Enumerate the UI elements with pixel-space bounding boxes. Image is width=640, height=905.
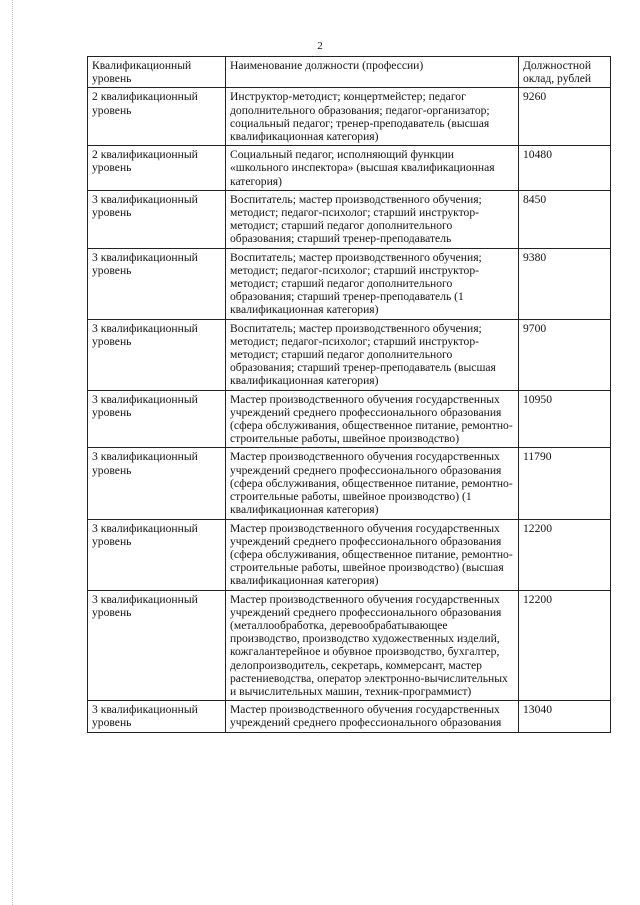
position-cell: Воспитатель; мастер производственного обучения; методист; педагог-психолог; старший инструктор-методист; старший педагог дополнительного образования; старший тренер-преподаватель (высшая квалификационная категория): [226, 319, 519, 390]
scan-edge-line: [12, 0, 13, 905]
salary-cell: 9380: [519, 248, 611, 319]
table-row: [88, 88, 611, 146]
position-cell: Мастер производственного обучения государственных учреждений среднего профессионального образования (сфера обслуживания, общественное питание, ремонтно-строительные работы, швейное производство) (1 квалификационная категория): [226, 448, 519, 519]
position-cell: Воспитатель; мастер производственного обучения; методист; педагог-психолог; старший инструктор-методист; старший педагог дополнительного образования; старший тренер-преподаватель (1 квалификационная категория): [226, 248, 519, 319]
salary-cell: 10480: [519, 146, 611, 191]
level-cell: 3 квалификационный уровень: [88, 519, 226, 590]
salary-cell: 8450: [519, 190, 611, 248]
salary-table: [87, 56, 611, 733]
table-row: [88, 248, 611, 319]
page-number: 2: [317, 40, 323, 52]
position-cell: Инструктор-методист; концертмейстер; педагог дополнительного образования; педагог-организатор; социальный педагог; тренер-преподаватель (высшая квалификационная категория): [226, 88, 519, 146]
level-cell: 2 квалификационный уровень: [88, 88, 226, 146]
table-row: [88, 146, 611, 191]
salary-cell: 9260: [519, 88, 611, 146]
salary-cell: 12200: [519, 519, 611, 590]
table-row: [88, 590, 611, 701]
position-cell: Социальный педагог, исполняющий функции «школьного инспектора» (высшая квалификационная категория): [226, 146, 519, 191]
position-cell: Мастер производственного обучения государственных учреждений среднего профессионального образования: [226, 701, 519, 732]
table-row: [88, 519, 611, 590]
header-salary: Должностной оклад, рублей: [519, 57, 611, 88]
table-row: [88, 448, 611, 519]
salary-cell: 13040: [519, 701, 611, 732]
level-cell: 3 квалификационный уровень: [88, 448, 226, 519]
salary-cell: 10950: [519, 390, 611, 448]
salary-cell: 12200: [519, 590, 611, 701]
table-row: [88, 390, 611, 448]
level-cell: 3 квалификационный уровень: [88, 701, 226, 732]
header-level: Квалификационный уровень: [88, 57, 226, 88]
level-cell: 3 квалификационный уровень: [88, 590, 226, 701]
table-row: [88, 190, 611, 248]
level-cell: 3 квалификационный уровень: [88, 190, 226, 248]
position-cell: Мастер производственного обучения государственных учреждений среднего профессионального образования (металлообработка, деревообрабатывающее производство, производство художественных изделий, кожгалантерейное и обувное производство, бухгалтер, делопроизводитель, секретарь, коммерсант, мастер растениеводства, оператор электронно-вычислительных и вычислительных машин, техник-программист): [226, 590, 519, 701]
salary-cell: 11790: [519, 448, 611, 519]
table-header-row: [88, 57, 611, 88]
table-row: [88, 701, 611, 732]
table-row: [88, 319, 611, 390]
level-cell: 3 квалификационный уровень: [88, 390, 226, 448]
position-cell: Мастер производственного обучения государственных учреждений среднего профессионального образования (сфера обслуживания, общественное питание, ремонтно-строительные работы, швейное производство): [226, 390, 519, 448]
position-cell: Мастер производственного обучения государственных учреждений среднего профессионального образования (сфера обслуживания, общественное питание, ремонтно-строительные работы, швейное производство) (высшая квалификационная категория): [226, 519, 519, 590]
position-cell: Воспитатель; мастер производственного обучения; методист; педагог-психолог; старший инструктор-методист; старший педагог дополнительного образования; старший тренер-преподаватель: [226, 190, 519, 248]
salary-cell: 9700: [519, 319, 611, 390]
level-cell: 2 квалификационный уровень: [88, 146, 226, 191]
level-cell: 3 квалификационный уровень: [88, 319, 226, 390]
header-name: Наименование должности (профессии): [226, 57, 519, 88]
level-cell: 3 квалификационный уровень: [88, 248, 226, 319]
